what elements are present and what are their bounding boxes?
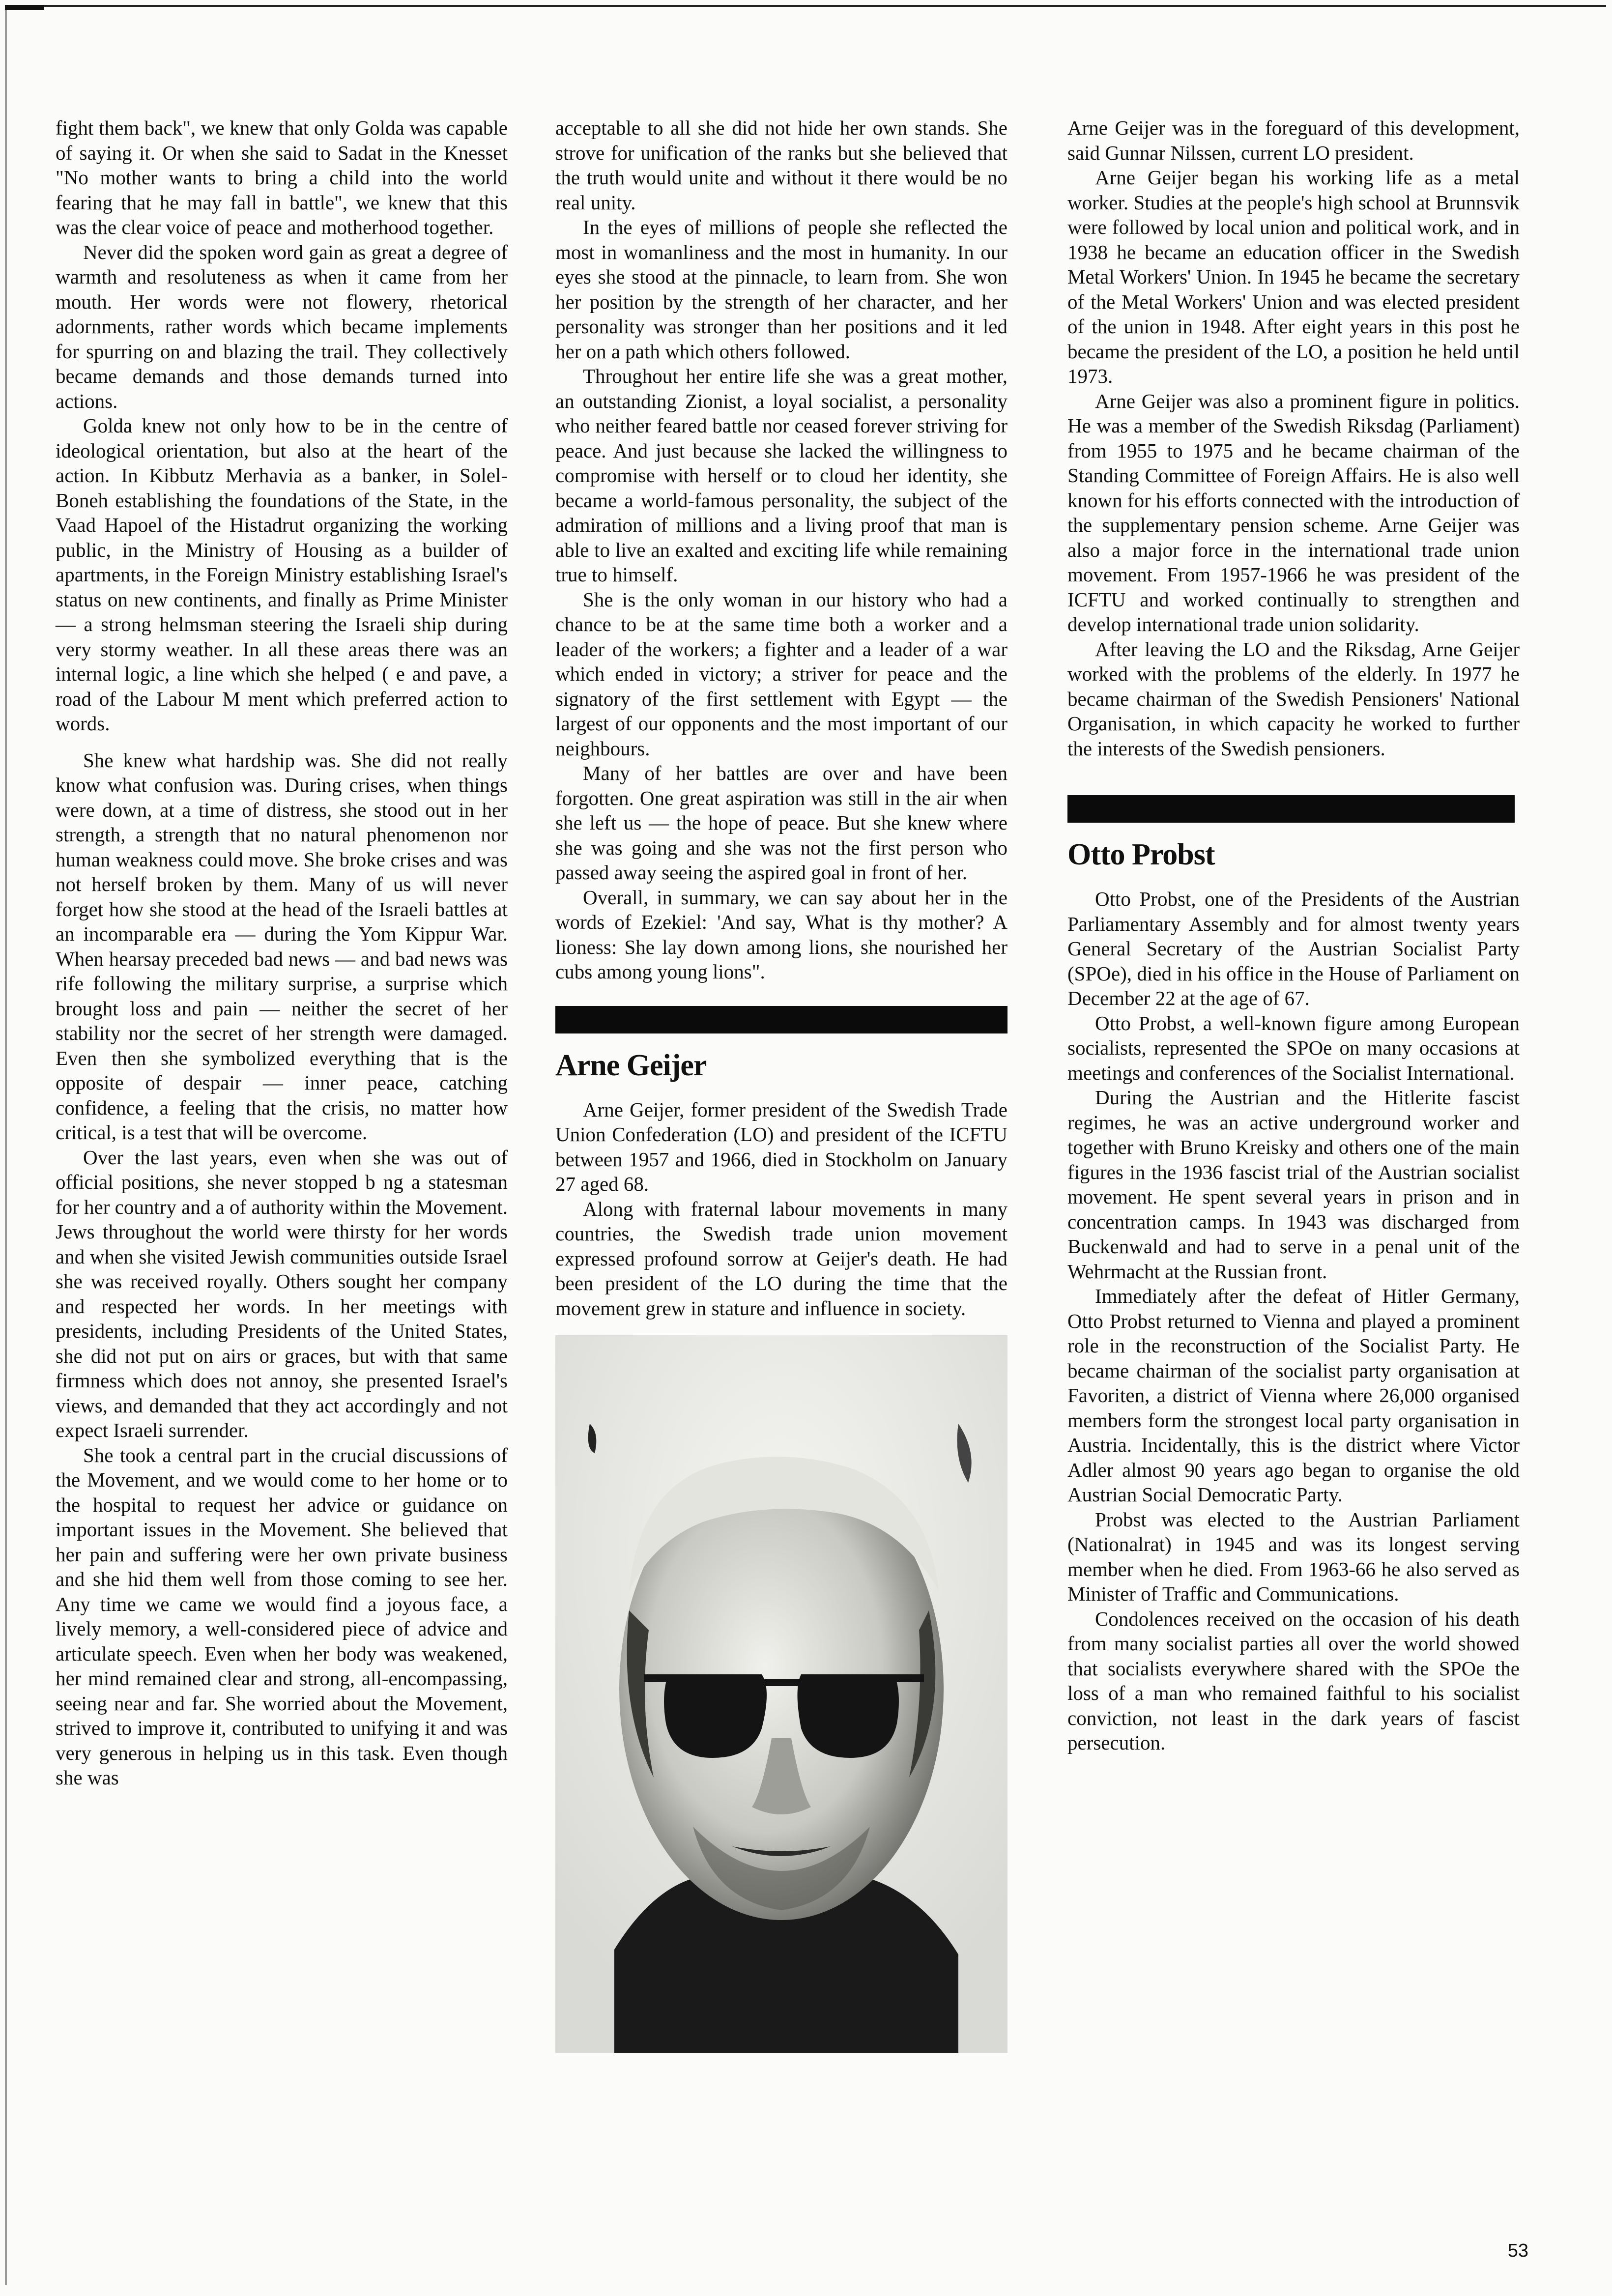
paragraph: fight them back", we knew that only Golda was capable of saying it. Or when she said to Sadat in the Knesset "No mother wants to bring a child into the world fearing that he may fall in battle", we knew that this was the clear voice of peace and motherhood together.	[56, 116, 508, 238]
paragraph: In the eyes of millions of people she reflected the most in womanliness and the most in humanity. In our eyes she stood at the pinnacle, to learn from. She won her position by the strength of her character, and her personality was stronger than her positions and it led her on a path which others followed.	[555, 216, 1008, 363]
section-divider-bar	[1067, 795, 1515, 823]
column-3	[1067, 115, 1520, 1755]
section-heading-arne-geijer: Arne Geijer	[555, 1048, 707, 1082]
column-1	[56, 115, 508, 1790]
paragraph: After leaving the LO and the Riksdag, Arne Geijer worked with the problems of the elderly. In 1977 he became chairman of the Swedish Pensioners' National Organisation, in which capacity he worked to further the interests of the Swedish pensioners.	[1067, 637, 1520, 760]
page-edge-left	[5, 5, 7, 2285]
page-corner-mark	[5, 5, 44, 10]
paragraph: Arne Geijer, former president of the Swedish Trade Union Confederation (LO) and president of the ICFTU between 1957 and 1966, died in Stockholm on January 27 aged 68.	[555, 1098, 1008, 1195]
paragraph: During the Austrian and the Hitlerite fascist regimes, he was an active underground worker and together with Bruno Kreisky and others one of the main figures in the 1936 fascist trial of the Austrian socialist movement. He spent several years in prison and in concentration camps. In 1943 was discharged from Buckenwald and had to serve in a penal unit of the Wehrmacht at the Russian front.	[1067, 1086, 1520, 1283]
paragraph: Arne Geijer began his working life as a metal worker. Studies at the people's high school at Brunnsvik were followed by local union and political work, and in 1938 he became an education officer in the Swedish Metal Workers' Union. In 1945 he became the secretary of the Metal Workers' Union and was elected president of the union in 1948. After eight years in this post he became the president of the LO, a position he held until 1973.	[1067, 166, 1520, 387]
paragraph: Arne Geijer was in the foreguard of this development, said Gunnar Nilssen, current LO president.	[1067, 116, 1520, 164]
paragraph: Probst was elected to the Austrian Parliament (Nationalrat) in 1945 and was its longest serving member when he died. From 1963-66 he also served as Minister of Traffic and Communications.	[1067, 1508, 1520, 1605]
page-number: 53	[1507, 2240, 1528, 2261]
column-2	[555, 115, 1008, 2053]
paragraph: Immediately after the defeat of Hitler Germany, Otto Probst returned to Vienna and played a prominent role in the reconstruction of the Socialist Party. He became chairman of the socialist party organisation at Favoriten, a district of Vienna where 26,000 organised members form the strongest local party organisation in Austria. Incidentally, this is the district where Victor Adler almost 90 years ago began to organise the old Austrian Social Democratic Party.	[1067, 1285, 1520, 1506]
paragraph: She knew what hardship was. She did not really know what confusion was. During crises, when things were down, at a time of distress, she stood out in her strength, a strength that no natural phenomenon nor human weakness could move. She broke crises and was not herself broken by them. Many of us will never forget how she stood at the head of the Israeli battles at an incomparable era — during the Yom Kippur War. When hearsay preceded bad news — and bad news was rife following the military surprise, a surprise which brought loss and pain — neither the secret of her stability nor the secret of her strength were damaged. Even then she symbolized everything that is the opposite of despair — inner peace, catching confidence, a feeling that the crisis, no matter how critical, is a test that will be overcome.	[56, 748, 508, 1144]
paragraph: She is the only woman in our history who had a chance to be at the same time both a worker and a leader of the workers; a fighter and a leader of a war which ended in victory; a striver for peace and the signatory of the first settlement with Egypt — the largest of our opponents and the most important of our neighbours.	[555, 588, 1008, 760]
page-top-rule	[6, 5, 1606, 7]
paragraph: Throughout her entire life she was a great mother, an outstanding Zionist, a loyal socialist, a personality who neither feared battle nor ceased forever striving for peace. And just because she lacked the willingness to compromise with herself or to cloud her identity, she became a world-famous personality, the subject of the admiration of millions and a living proof that man is able to live an exalted and exciting life while remaining true to himself.	[555, 365, 1008, 586]
paragraph: Arne Geijer was also a prominent figure in politics. He was a member of the Swedish Riksdag (Parliament) from 1955 to 1975 and he became chairman of the Standing Committee of Foreign Affairs. He is also well known for his efforts connected with the introduction of the supplementary pension scheme. Arne Geijer was also a major force in the international trade union movement. From 1957-1966 he was president of the ICFTU and worked continually to strengthen and develop international trade union solidarity.	[1067, 389, 1520, 635]
paragraph: Golda knew not only how to be in the centre of ideological orientation, but also at the heart of the action. In Kibbutz Merhavia as a banker, in Solel-Boneh establishing the foundations of the State, in the Vaad Hapoel of the Histadrut organizing the working public, in the Ministry of Housing as a builder of apartments, in the Foreign Ministry establishing Israel's status on new continents, and finally as Prime Minister — a strong helmsman steering the Israeli ship during very stormy weather. In all these areas there was an internal logic, a line which she helped ( e and pave, a road of the Labour M ment which preferred action to words.	[56, 414, 508, 735]
paragraph: Never did the spoken word gain as great a degree of warmth and resoluteness as when it came from her mouth. Her words were not flowery, rhetorical adornments, rather words which became implements for spurring on and blazing the trail. They collectively became demands and those demands turned into actions.	[56, 240, 508, 412]
paragraph: Over the last years, even when she was out of official positions, she never stopped b ng a statesman for her country and a of authority within the Movement. Jews throughout the world were thirsty for her words and when she visited Jewish communities outside Israel she was received royally. Others sought her company and respected her words. In her meetings with presidents, including Presidents of the United States, she did not put on airs or graces, but with that same firmness which does not annoy, she presented Israel's views, and demanded that they act accordingly and not expect Israeli surrender.	[56, 1146, 508, 1441]
paragraph: Overall, in summary, we can say about her in the words of Ezekiel: 'And say, What is thy mother? A lioness: She lay down among lions, she nourished her cubs among young lions".	[555, 886, 1008, 983]
paragraph: Along with fraternal labour movements in many countries, the Swedish trade union movement expressed profound sorrow at Geijer's death. He had been president of the LO during the time that the movement grew in stature and influence in society.	[555, 1197, 1008, 1320]
paragraph: Otto Probst, a well-known figure among European socialists, represented the SPOe on many occasions at meetings and conferences of the Socialist International.	[1067, 1011, 1520, 1084]
paragraph: Condolences received on the occasion of his death from many socialist parties all over the world showed that socialists everywhere shared with the SPOe the loss of a man who remained faithful to his socialist conviction, not least in the dark years of fascist persecution.	[1067, 1607, 1520, 1754]
paragraph: Many of her battles are over and have been forgotten. One great aspiration was still in the air when she left us — the hope of peace. But she knew where she was going and she was not the first person who passed away seeing the aspired goal in front of her.	[555, 762, 1008, 884]
paragraph: Otto Probst, one of the Presidents of the Austrian Parliamentary Assembly and for almost twenty years General Secretary of the Austrian Socialist Party (SPOe), died in his office in the House of Parliament on December 22 at the age of 67.	[1067, 888, 1520, 1009]
paragraph: She took a central part in the crucial discussions of the Movement, and we would come to her home or to the hospital to request her advice or guidance on important issues in the Movement. She believed that her pain and suffering were her own private business and she hid them well from those coming to see her. Any time we came we would find a joyous face, a lively memory, a well-considered piece of advice and articulate speech. Even when her body was weakened, her mind remained clear and strong, all-encompassing, seeing near and far. She worried about the Movement, strived to improve it, contributed to unifying it and was very generous in helping us in this task. Even though she was	[56, 1443, 508, 1789]
portrait-photo	[555, 1335, 1008, 2053]
paragraph: acceptable to all she did not hide her own stands. She strove for unification of the ranks but she believed that the truth would unite and without it there would be no real unity.	[555, 116, 1008, 214]
section-divider-bar	[555, 1006, 1008, 1033]
section-heading-otto-probst: Otto Probst	[1067, 838, 1215, 871]
